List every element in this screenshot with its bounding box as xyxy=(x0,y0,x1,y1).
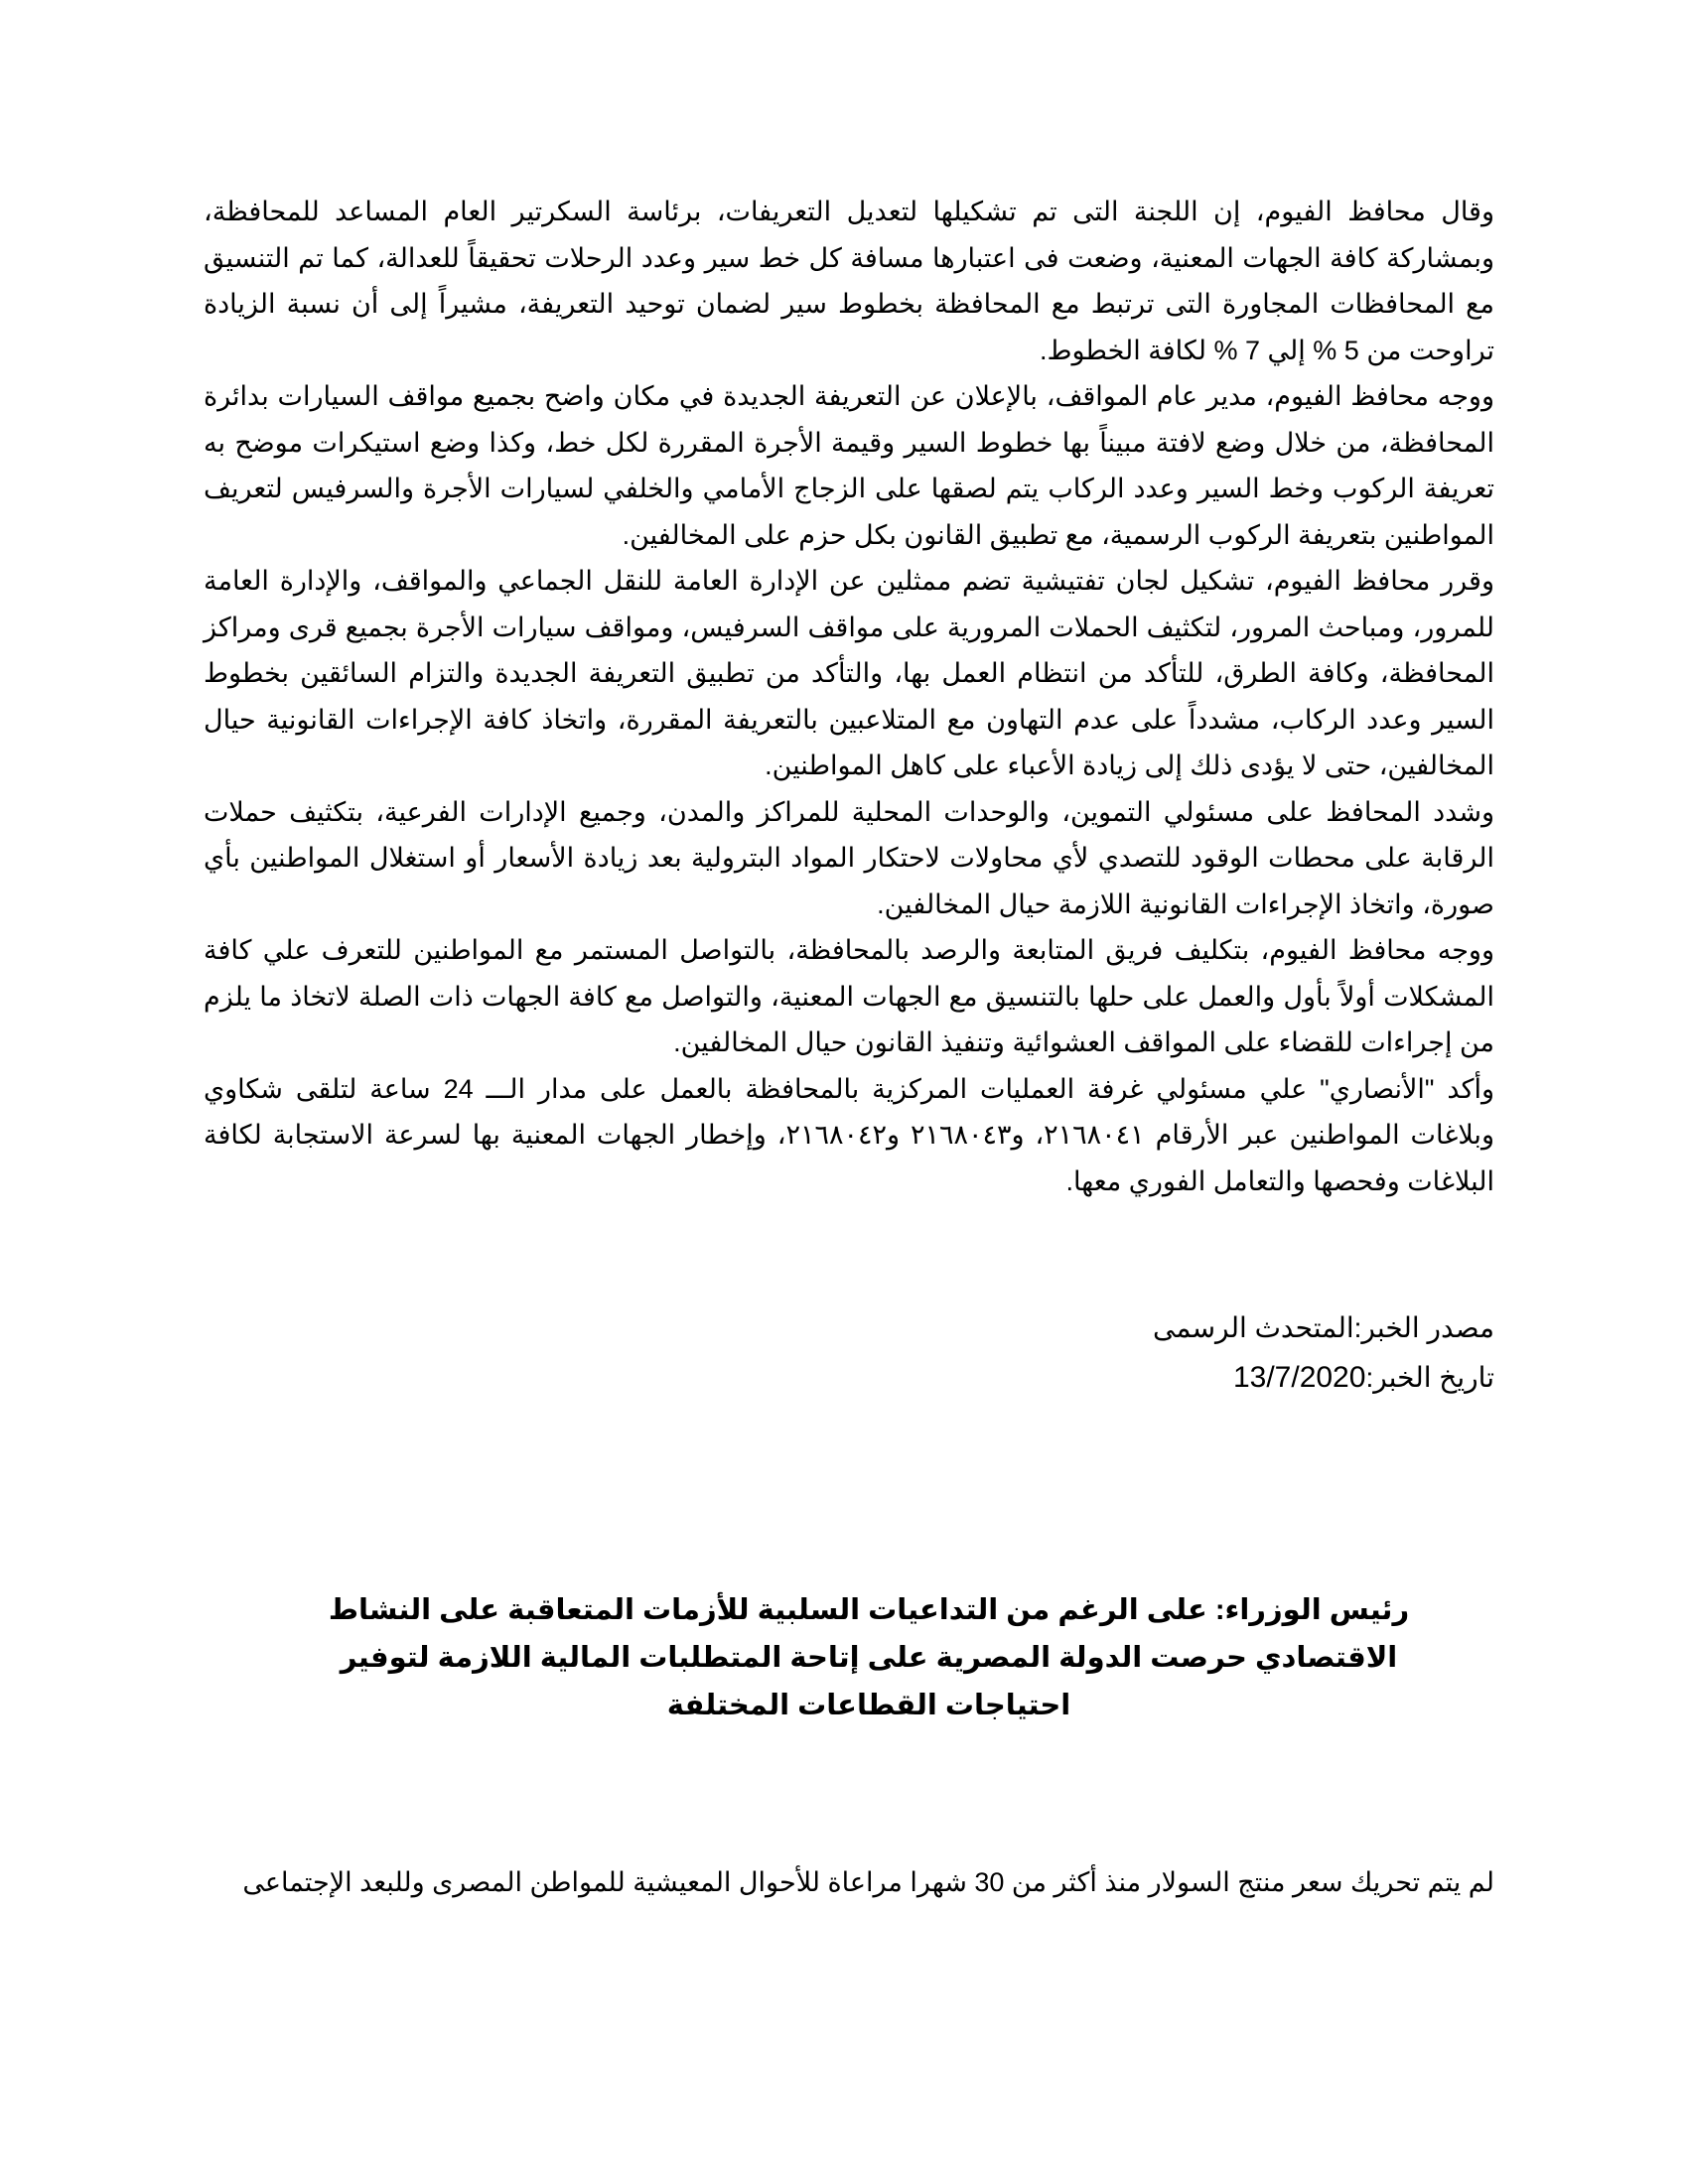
news-date xyxy=(204,1353,1494,1403)
news-date-label: تاريخ الخبر: xyxy=(1365,1362,1494,1393)
next-article-headline: رئيس الوزراء: على الرغم من التداعيات السلبية للأزمات المتعاقبة على النشاط الاقتصادي حرصت الدولة المصرية على إتاحة المتطلبات المالية اللازمة لتوفير احتياجات القطاعات المختلفة xyxy=(328,1594,1410,1721)
paragraph-fuel-stations: وشدد المحافظ على مسئولي التموين، والوحدات المحلية للمراكز والمدن، وجميع الإدارات الفرعية، بتكثيف حملات الرقابة على محطات الوقود للتصدي لأي محاولات لاحتكار المواد البترولية بعد زيادة الأسعار أو استغلال المواطنين بأي صورة، واتخاذ الإجراءات القانونية اللازمة حيال المخالفين. xyxy=(204,796,1494,919)
next-article-lead: لم يتم تحريك سعر منتج السولار منذ أكثر من 30 شهرا مراعاة للأحوال المعيشية للمواطن المصرى وللبعد الإجتماعى xyxy=(242,1867,1494,1897)
paragraph-operations-room: وأكد "الأنصاري" علي مسئولي غرفة العمليات المركزية بالمحافظة بالعمل على مدار الـــ 24 ساعة لتلقى شكاوي وبلاغات المواطنين عبر الأرقام ٢١٦٨٠٤١، و٢١٦٨٠٤٣ و٢١٦٨٠٤٢، وإخطار الجهات المعنية بها لسرعة الاستجابة لكافة البلاغات وفحصها والتعامل الفوري معها. xyxy=(204,1073,1494,1196)
article-body xyxy=(204,189,1494,1204)
paragraph-tariff-announcement: ووجه محافظ الفيوم، مدير عام المواقف، بالإعلان عن التعريفة الجديدة في مكان واضح بجميع مواقف السيارات بدائرة المحافظة، من خلال وضع لافتة مبيناً بها خطوط السير وقيمة الأجرة المقررة لكل خط، وكذا وضع استيكرات موضح به تعريفة الركوب وخط السير وعدد الركاب يتم لصقها على الزجاج الأمامي والخلفي لسيارات الأجرة والسرفيس لتعريف المواطنين بتعريفة الركوب الرسمية، مع تطبيق القانون بكل حزم على المخالفين. xyxy=(204,381,1494,550)
article-meta xyxy=(204,1303,1494,1403)
paragraph-tariff-committee: وقال محافظ الفيوم، إن اللجنة التى تم تشكيلها لتعديل التعريفات، برئاسة السكرتير العام المساعد للمحافظة، وبمشاركة كافة الجهات المعنية، وضعت فى اعتبارها مسافة كل خط سير وعدد الرحلات تحقيقاً للعدالة، كما تم التنسيق مع المحافظات المجاورة التى ترتبط مع المحافظة بخطوط سير لضمان توحيد التعريفة، مشيراً إلى أن نسبة الزيادة تراوحت من 5 % إلي 7 % لكافة الخطوط. xyxy=(204,197,1494,365)
paragraph-inspection-committees: وقرر محافظ الفيوم، تشكيل لجان تفتيشية تضم ممثلين عن الإدارة العامة للنقل الجماعي والمواقف، والإدارة العامة للمرور، ومباحث المرور، لتكثيف الحملات المرورية على مواقف السرفيس، ومواقف سيارات الأجرة بجميع قرى ومراكز المحافظة، وكافة الطرق، للتأكد من انتظام العمل بها، والتأكد من تطبيق التعريفة الجديدة والتزام السائقين بخطوط السير وعدد الركاب، مشدداً على عدم التهاون مع المتلاعبين بالتعريفة المقررة، واتخاذ كافة الإجراءات القانونية حيال المخالفين، حتى لا يؤدى ذلك إلى زيادة الأعباء على كاهل المواطنين. xyxy=(204,566,1494,780)
paragraph-monitoring-team: ووجه محافظ الفيوم، بتكليف فريق المتابعة والرصد بالمحافظة، بالتواصل المستمر مع المواطنين للتعرف علي كافة المشكلات أولاً بأول والعمل على حلها بالتنسيق مع الجهات المعنية، والتواصل مع كافة الجهات ذات الصلة لاتخاذ ما يلزم من إجراءات للقضاء على المواقف العشوائية وتنفيذ القانون حيال المخالفين. xyxy=(204,935,1494,1057)
document-page xyxy=(204,189,1494,1932)
news-source: مصدر الخبر:المتحدث الرسمى xyxy=(1153,1312,1494,1343)
news-date-value: 13/7/2020 xyxy=(1232,1361,1366,1394)
